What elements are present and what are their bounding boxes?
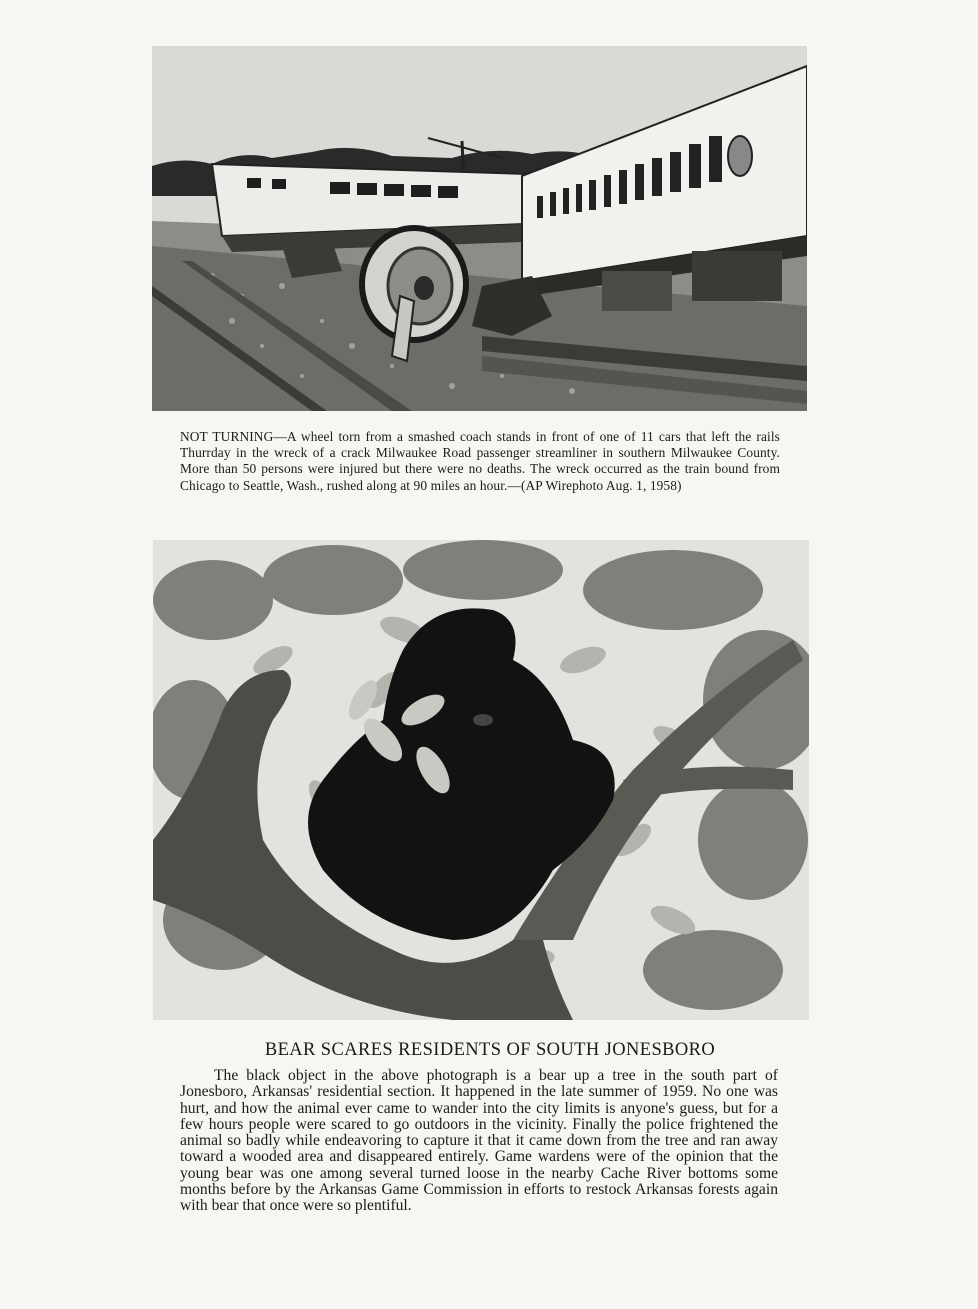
bear-tree-illustration — [153, 540, 809, 1020]
train-wreck-illustration — [152, 46, 807, 411]
train-wreck-photo — [152, 46, 807, 411]
photo-caption: NOT TURNING—A wheel torn from a smashed coach stands in front of one of 11 cars that left the rails Thurrday in the wreck of a crack Milwaukee Road passenger streamliner in southern Milwaukee County. More than 50 persons were injured but there were no deaths. The wreck occurred as the train bound from Chicago to Seattle, Wash., rushed along at 90 miles an hour.—(AP Wirephoto Aug. 1, 1958) — [180, 429, 780, 493]
article-headline: BEAR SCARES RESIDENTS OF SOUTH JONESBORO — [264, 1040, 716, 1060]
bear-tree-photo — [153, 540, 809, 1020]
article-body: The black object in the above photograph is a bear up a tree in the south part of Jonesboro, Arkansas' residential section. It happened in the late summer of 1959. No one was hurt, and how the animal ever came to wander into the city limits is anyone's guess, but for a few hours people were scared to go outdoors in the vicinity. Finally the police frightened the animal so badly while endeavoring to capture it that it came down from the tree and ran away toward a wooded area and disappeared entirely. Game wardens were of the opinion that the young bear was one among several turned loose in the nearby Cache River bottoms some months before by the Arkansas Game Commission in efforts to restock Arkansas forests again with bear that once were so plentiful. — [180, 1067, 778, 1215]
